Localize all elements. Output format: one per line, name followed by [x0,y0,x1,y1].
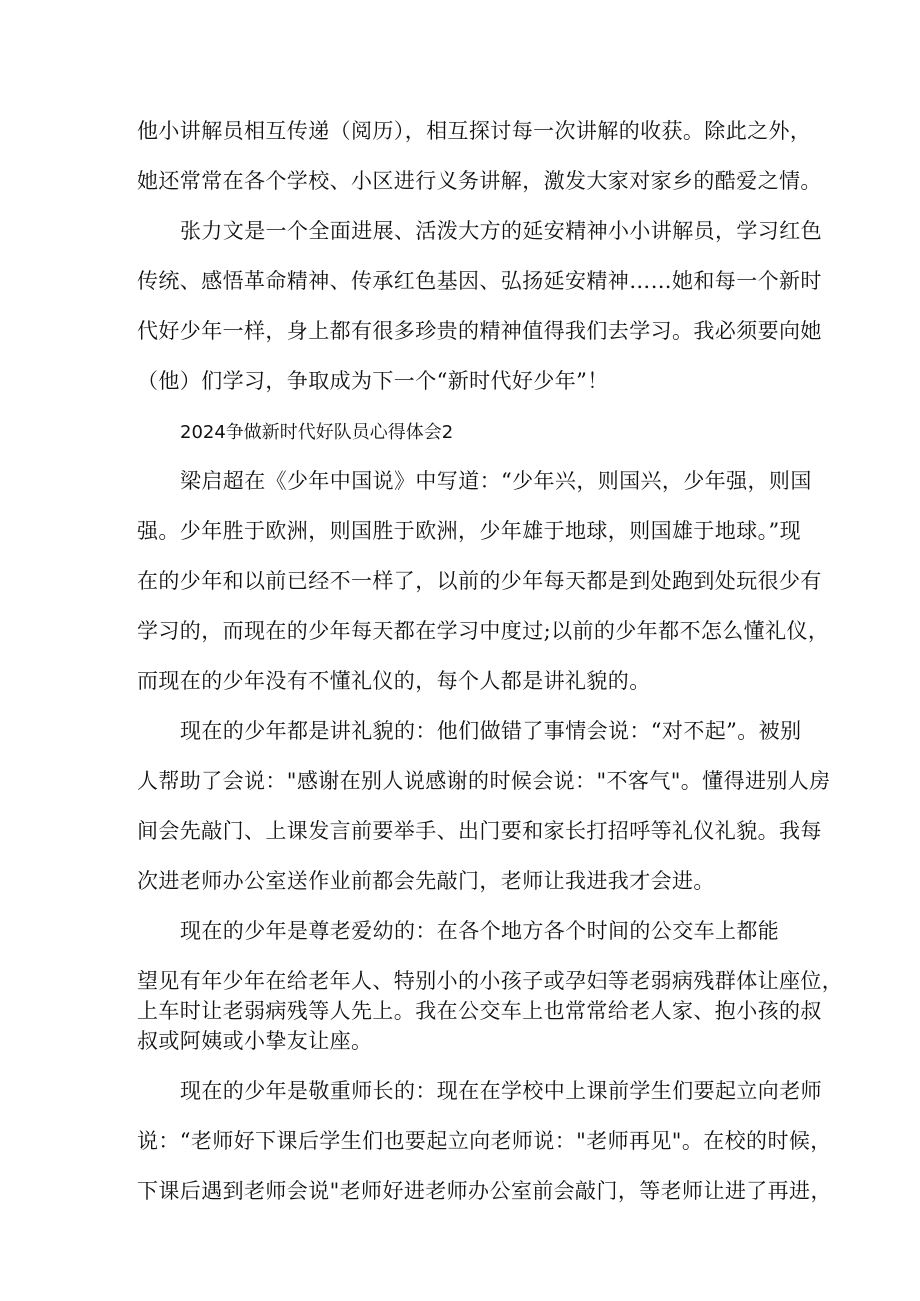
paragraph-start: 现在的少年都是讲礼貌的：他们做错了事情会说：“对不起”。被别 [180,719,802,743]
text-line: 人帮助了会说："感谢在别人说感谢的时候会说："不客气"。懂得进别人房 [137,769,831,793]
text-line: 说：“老师好下课后学生们也要起立向老师说："老师再见"。在校的时候， [137,1129,832,1153]
text-line: 次进老师办公室送作业前都会先敲门，老师让我进我才会进。 [137,869,715,893]
text-line: 叔或阿姨或小挚友让座。 [137,1029,373,1053]
paragraph-start: 梁启超在《少年中国说》中写道：“少年兴，则国兴，少年强，则国 [180,469,812,493]
section-heading: 2024争做新时代好队员心得体会2 [180,422,454,443]
text-line: 学习的，而现在的少年每天都在学习中度过;以前的少年都不怎么懂礼仪， [137,619,830,643]
text-line: 望见有年少年在给老年人、特别小的小孩子或孕妇等老弱病残群体让座位， [137,969,844,993]
text-line: 她还常常在各个学校、小区进行义务讲解，激发大家对家乡的酷爱之情。 [137,169,822,193]
paragraph-start: 现在的少年是敬重师长的：现在在学校中上课前学生们要起立向老师 [180,1079,822,1103]
text-line: 强。少年胜于欧洲，则国胜于欧洲，少年雄于地球，则国雄于地球。”现 [137,519,802,543]
text-line: 他小讲解员相互传递（阅历），相互探讨每一次讲解的收获。除此之外， [137,119,812,143]
text-line: 间会先敲门、上课发言前要举手、出门要和家长打招呼等礼仪礼貌。我每 [137,819,822,843]
text-line: （他）们学习，争取成为下一个“新时代好少年”！ [137,369,609,393]
text-line: 而现在的少年没有不懂礼仪的，每个人都是讲礼貌的。 [137,669,651,693]
text-line: 在的少年和以前已经不一样了，以前的少年每天都是到处跑到处玩很少有 [137,569,822,593]
text-line: 传统、感悟革命精神、传承红色基因、弘扬延安精神……她和每一个新时 [137,269,822,293]
text-line: 上车时让老弱病残等人先上。我在公交车上也常常给老人家、抱小孩的叔 [137,999,822,1023]
text-line: 代好少年一样，身上都有很多珍贵的精神值得我们去学习。我必须要向她 [137,319,822,343]
text-line: 下课后遇到老师会说"老师好进老师办公室前会敲门，等老师让进了再进， [137,1179,832,1203]
paragraph-start: 张力文是一个全面进展、活泼大方的延安精神小小讲解员，学习红色 [180,219,822,243]
paragraph-start: 现在的少年是尊老爱幼的：在各个地方各个时间的公交车上都能 [180,919,780,943]
